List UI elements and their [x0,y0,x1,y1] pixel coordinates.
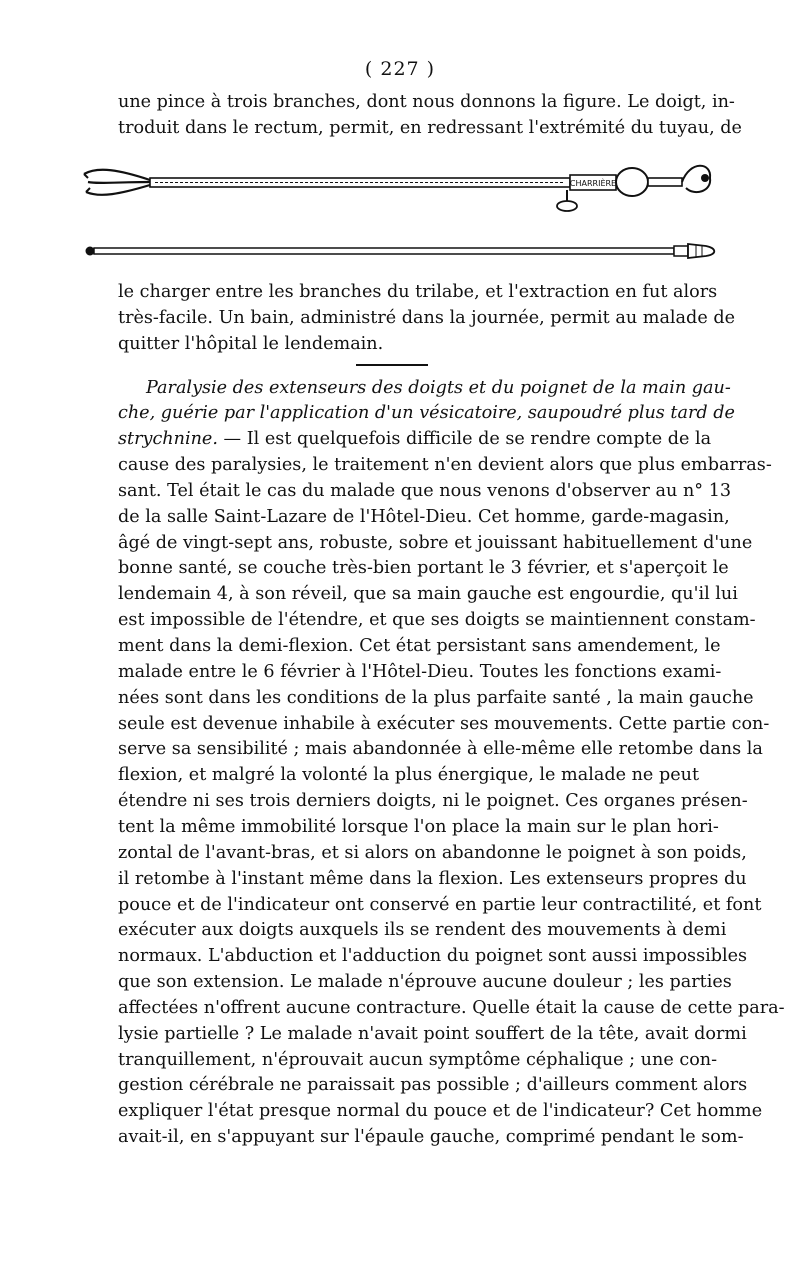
text-line: malade entre le 6 février à l'Hôtel-Dieu. Toutes les fonctions exami- [118,661,722,682]
text-line: tent la même immobilité lorsque l'on place la main sur le plan hori- [118,816,719,837]
text-line: lendemain 4, à son réveil, que sa main gauche est engourdie, qu'il lui [118,584,738,605]
text-line: il retombe à l'instant même dans la flexion. Les extenseurs propres du [118,868,747,889]
text-line: seule est devenue inhabile à exécuter ses mouvements. Cette partie con- [118,713,770,734]
text-line: étendre ni ses trois derniers doigts, ni le poignet. Ces organes présen- [118,791,748,811]
text-line: cause des paralysies, le traitement n'en devient alors que plus embarras- [118,455,772,475]
text-line: nées sont dans les conditions de la plus parfaite santé , la main gauche [118,687,754,708]
trilabe-forceps-illustration [0,148,800,218]
text-line [118,427,712,451]
text-line: que son extension. Le malade n'éprouve aucune douleur ; les parties [118,972,732,992]
text-line: lysie partielle ? Le malade n'avait point souffert de la tête, avait dormi [118,1023,747,1044]
text-line: avait-il, en s'appuyant sur l'épaule gauche, comprimé pendant le som- [118,1127,744,1148]
text-line: est impossible de l'étendre, et que ses doigts se maintiennent constam- [118,610,756,631]
text-line: expliquer l'état presque normal du pouce et de l'indicateur? Cet homme [118,1101,763,1122]
text-line: zontal de l'avant-bras, et si alors on abandonne le poignet à son poids, [118,842,747,863]
text-line: quitter l'hôpital le lendemain. [118,334,384,354]
text-line: flexion, et malgré la volonté la plus énergique, le malade ne peut [118,765,700,786]
text-line: troduit dans le rectum, permit, en redressant l'extrémité du tuyau, de [118,118,742,138]
text-line: tranquillement, n'éprouvait aucun symptôme céphalique ; une con- [118,1049,718,1070]
text-line: serve sa sensibilité ; mais abandonnée à elle-même elle retombe dans la [118,739,763,760]
text-line: bonne santé, se couche très-bien portant le 3 février, et s'aperçoit le [118,558,729,579]
text-line: ment dans la demi-flexion. Cet état persistant sans amendement, le [118,636,721,656]
text-line-rest: — Il est quelquefois difficile de se rendre compte de la [217,429,712,449]
text-line: le charger entre les branches du trilabe, et l'extraction en fut alors [118,282,718,302]
long-rod-illustration [0,236,800,268]
text-line: très-facile. Un bain, administré dans la journée, permit au malade de [118,308,735,328]
section-divider [356,364,428,366]
section-title-end: strychnine. [118,429,218,449]
text-line: de la salle Saint-Lazare de l'Hôtel-Dieu. Cet homme, garde-magasin, [118,506,730,527]
section-title: che, guérie par l'application d'un vésicatoire, saupoudré plus tard de [118,403,735,423]
text-line: affectées n'offrent aucune contracture. Quelle était la cause de cette para- [118,997,785,1018]
text-line: pouce et de l'indicateur ont conservé en partie leur contractilité, et font [118,894,762,915]
section-title: Paralysie des extenseurs des doigts et du poignet de la main gau- [146,378,731,398]
text-line: sant. Tel était le cas du malade que nous venons d'observer au n° 13 [118,480,732,501]
maker-stamp: CHARRIÈRE [569,179,617,188]
text-line: normaux. L'abduction et l'adduction du poignet sont aussi impossibles [118,946,748,967]
text-line: gestion cérébrale ne paraissait pas possible ; d'ailleurs comment alors [118,1075,748,1096]
text-line: âgé de vingt-sept ans, robuste, sobre et jouissant habituellement d'une [118,532,753,553]
text-line: une pince à trois branches, dont nous donnons la figure. Le doigt, in- [118,92,735,112]
page-number: ( 227 ) [364,58,436,80]
text-line: exécuter aux doigts auxquels ils se rendent des mouvements à demi [118,920,727,941]
